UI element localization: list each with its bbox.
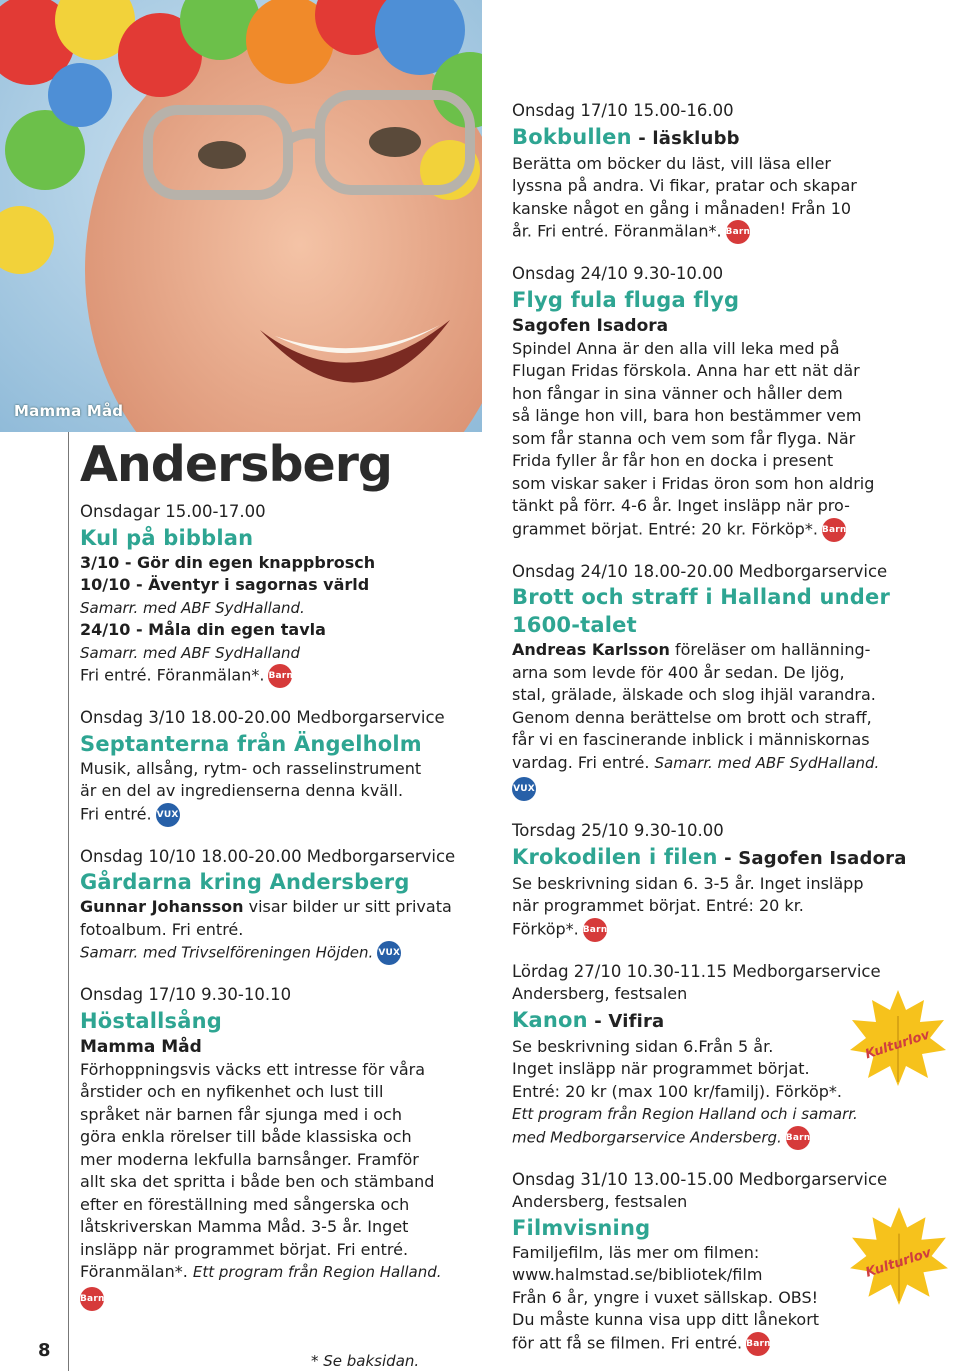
event-line: Se beskrivning sidan 6.Från 5 år.: [512, 1036, 774, 1056]
event-title: [512, 123, 952, 153]
event-line: [512, 639, 952, 662]
barn-badge: Barn: [268, 664, 292, 688]
event-line: Spindel Anna är den alla vill leka med på: [512, 338, 840, 358]
event-info: [512, 1332, 952, 1356]
left-column: [80, 501, 480, 1311]
event-line: språket när barnen får sjunga med i och: [80, 1104, 402, 1124]
event-organizer: Ett program från Region Halland.: [192, 1263, 442, 1281]
barn-badge: Barn: [80, 1287, 104, 1311]
event-info: [512, 777, 952, 801]
event-line-text: föreläser om hallänning-: [669, 640, 871, 659]
kulturlov-leaf-icon: [846, 986, 950, 1090]
event-line: tänkt på förr. 4-6 år. Inget insläpp när pro-: [512, 496, 850, 515]
footnote: * Se baksidan.: [311, 1352, 420, 1370]
photo-caption: Mamma Måd: [14, 402, 124, 420]
event-line: [80, 896, 480, 919]
event-organizer: med Medborgarservice Andersberg.: [512, 1128, 782, 1146]
event-date: Onsdag 3/10 18.00-20.00 Medborgarservice: [80, 708, 445, 727]
event-line: Förhoppningsvis väcks ett intresse för våra: [80, 1059, 426, 1079]
event-line: Familjefilm, läs mer om filmen:: [512, 1242, 760, 1262]
event-line: årstider och en nyfikenhet och lust till: [80, 1082, 384, 1101]
event-line: får vi en fascinerande inblick i människornas: [512, 730, 870, 749]
event-date: Torsdag 25/10 9.30-10.00: [512, 821, 724, 840]
event-date: Onsdag 17/10 15.00-16.00: [512, 101, 734, 120]
page-number: 8: [38, 1340, 51, 1361]
event-title: 1600-talet: [512, 613, 637, 637]
event-info-text: Förköp*.: [512, 919, 579, 938]
event-line: kanske något en gång i månaden! Från 10: [512, 198, 852, 218]
event-line: www.halmstad.se/bibliotek/film: [512, 1265, 763, 1284]
event-line: hon fångar in sina vänner och håller dem: [512, 383, 843, 403]
event-line: fotoalbum. Fri entré.: [80, 919, 244, 939]
kulturlov-label: Kulturlov: [863, 1027, 932, 1063]
event-title-suffix: - Vifira: [587, 1010, 665, 1032]
event-info: [512, 918, 952, 942]
event-line: stal, grälade, älskade och slog ihjäl varandra.: [512, 685, 876, 704]
event-title: Septanterna från Ängelholm: [80, 731, 422, 756]
event-line: lyssna på andra. Vi fikar, pratar och skapar: [512, 176, 857, 195]
event-line: [512, 752, 952, 775]
event-line: så länge hon vill, bara hon bestämmer vem: [512, 406, 862, 425]
event-line: 10/10 - Äventyr i sagornas värld: [80, 575, 370, 594]
event-organizer: Ett program från Region Halland och i samarr.: [512, 1105, 858, 1123]
event-title: Höstallsång: [80, 1008, 222, 1033]
event-line: insläpp när programmet börjat. Fri entré.: [80, 1239, 409, 1259]
event-date: Onsdag 31/10 13.00-15.00 Medborgarservice: [512, 1169, 888, 1189]
event-place: Andersberg, festsalen: [512, 984, 688, 1003]
presenter-name: Andreas Karlsson: [512, 640, 670, 659]
presenter-name: Gunnar Johansson: [80, 897, 244, 916]
event-line: efter en föreställning med sångerska och: [80, 1194, 410, 1214]
event-line-text: Föranmälan*.: [80, 1262, 193, 1281]
event-organizer: Samarr. med ABF SydHalland.: [80, 598, 305, 617]
event-organizer: Samarr. med ABF SydHalland.: [654, 753, 880, 772]
event-info: [512, 220, 952, 244]
vux-badge: VUX: [512, 777, 536, 801]
event-line: Se beskrivning sidan 6. 3-5 år. Inget insläpp: [512, 873, 864, 893]
right-column: [512, 100, 952, 1356]
barn-badge: Barn: [726, 220, 750, 244]
event-title: Gårdarna kring Andersberg: [80, 870, 410, 894]
event-line: Entré: 20 kr (max 100 kr/familj). Förköp*.: [512, 1081, 842, 1101]
event-line: allt ska det spritta i både ben och stämband: [80, 1172, 435, 1191]
event-line-text: visar bilder ur sitt privata: [243, 897, 452, 916]
event-info: [512, 518, 952, 542]
event-date: Onsdag 10/10 18.00-20.00 Medborgarservice: [80, 846, 456, 866]
event-line: som får stanna och vem som får flyga. När: [512, 428, 856, 448]
event-line: Flugan Fridas förskola. Anna har ett nät där: [512, 361, 860, 380]
event-date: Onsdag 24/10 18.00-20.00 Medborgarservice: [512, 561, 888, 581]
event-info: [80, 664, 480, 688]
event-line: Genom denna berättelse om brott och straff,: [512, 707, 872, 727]
event-line: låtskriverskan Mamma Måd. 3-5 år. Inget: [80, 1217, 409, 1236]
barn-badge: Barn: [583, 918, 607, 942]
event-line: [80, 1261, 480, 1284]
kulturlov-label: Kulturlov: [863, 1245, 934, 1281]
event-title: [512, 843, 952, 873]
event-info-text: Fri entré. Föranmälan*.: [80, 665, 265, 685]
event-line: Från 6 år, yngre i vuxet sällskap. OBS!: [512, 1287, 819, 1307]
event-line-text: vardag. Fri entré.: [512, 752, 655, 772]
event-title: Flyg fula fluga flyg: [512, 287, 740, 312]
event-line: göra enkla rörelser till både klassiska och: [80, 1127, 412, 1146]
event-place: Andersberg, festsalen: [512, 1192, 688, 1211]
barn-badge: Barn: [746, 1332, 770, 1356]
event-title: Brott och straff i Halland under: [512, 585, 891, 609]
event-title-text: Kanon: [512, 1007, 588, 1032]
barn-badge: Barn: [786, 1126, 810, 1150]
event-line: när programmet börjat. Entré: 20 kr.: [512, 896, 804, 915]
event-line: 24/10 - Måla din egen tavla: [80, 620, 326, 639]
event-line: arna som levde för 400 år sedan. De ljög,: [512, 662, 845, 682]
event-organizer: Samarr. med Trivselföreningen Höjden.: [80, 943, 374, 962]
event-line: mer moderna lekfulla barnsånger. Framför: [80, 1149, 419, 1169]
event-line: är en del av ingredienserna denna kväll.: [80, 781, 404, 800]
event-info: [80, 941, 480, 965]
event-line: Musik, allsång, rytm- och rasselinstrument: [80, 758, 422, 778]
event-title: Kul på bibblan: [80, 525, 254, 550]
event-info-text: för att få se filmen. Fri entré.: [512, 1333, 743, 1352]
event-title-text: Bokbullen: [512, 124, 632, 149]
event-title-suffix: - Sagofen Isadora: [717, 847, 907, 869]
event-info-text: år. Fri entré. Föranmälan*.: [512, 221, 722, 241]
event-info-text: grammet börjat. Entré: 20 kr. Förköp*.: [512, 519, 818, 538]
event-date: Onsdag 17/10 9.30-10.10: [80, 985, 292, 1004]
hero-photo: [0, 0, 482, 432]
event-line: 3/10 - Gör din egen knappbrosch: [80, 552, 376, 572]
vux-badge: VUX: [156, 803, 180, 827]
event-title-suffix: - läsklubb: [631, 127, 740, 149]
event-info-text: Fri entré.: [80, 804, 152, 823]
event-line: Inget insläpp när programmet börjat.: [512, 1059, 810, 1078]
event-date: Onsdag 24/10 9.30-10.00: [512, 264, 724, 283]
event-subtitle: Sagofen Isadora: [512, 315, 669, 336]
kulturlov-leaf-icon: [846, 1203, 952, 1309]
event-date: Onsdagar 15.00-17.00: [80, 502, 266, 521]
event-info: [80, 803, 480, 827]
event-title: Filmvisning: [512, 1215, 651, 1240]
event-line: Frida fyller år får hon en docka i present: [512, 451, 834, 470]
event-line: som viskar saker i Fridas öron som hon aldrig: [512, 473, 875, 493]
vux-badge: VUX: [377, 941, 401, 965]
city-title: Andersberg: [80, 436, 392, 493]
barn-badge: Barn: [822, 518, 846, 542]
event-info: [80, 1287, 480, 1311]
event-date: Lördag 27/10 10.30-11.15 Medborgarservice: [512, 961, 881, 981]
event-info: [512, 1126, 952, 1150]
event-line: Du måste kunna visa upp ditt lånekort: [512, 1310, 820, 1329]
event-organizer: Samarr. med ABF SydHalland: [80, 643, 301, 662]
event-line: Berätta om böcker du läst, vill läsa eller: [512, 153, 831, 173]
event-title-text: Krokodilen i filen: [512, 844, 718, 869]
column-divider: [68, 432, 69, 1371]
event-subtitle: Mamma Måd: [80, 1036, 202, 1057]
